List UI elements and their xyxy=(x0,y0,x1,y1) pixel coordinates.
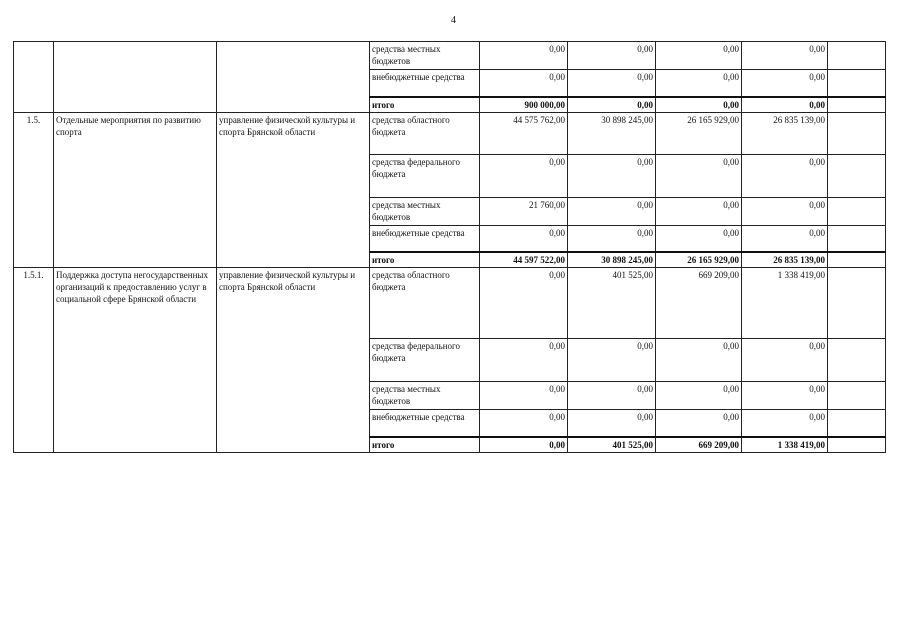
value-cell: 21 760,00 xyxy=(480,197,568,225)
funding-source-cell: внебюджетные средства xyxy=(370,70,480,97)
value-cell: 0,00 xyxy=(568,225,656,252)
empty-cell xyxy=(828,112,886,154)
funding-source-cell: средства областного бюджета xyxy=(370,112,480,154)
funding-source-cell: средства местных бюджетов xyxy=(370,42,480,70)
value-cell: 0,00 xyxy=(480,154,568,197)
empty-cell xyxy=(828,225,886,252)
value-cell: 0,00 xyxy=(656,382,742,410)
value-cell: 900 000,00 xyxy=(480,97,568,113)
value-cell: 0,00 xyxy=(742,382,828,410)
value-cell: 1 338 419,00 xyxy=(742,268,828,339)
value-cell: 401 525,00 xyxy=(568,437,656,453)
value-cell: 0,00 xyxy=(480,410,568,437)
value-cell: 0,00 xyxy=(742,339,828,382)
value-cell: 0,00 xyxy=(742,42,828,70)
code-cell: 1.5. xyxy=(14,112,54,268)
value-cell: 26 165 929,00 xyxy=(656,252,742,268)
value-cell: 44 575 762,00 xyxy=(480,112,568,154)
value-cell: 0,00 xyxy=(480,225,568,252)
executor-cell xyxy=(217,42,370,113)
value-cell: 26 835 139,00 xyxy=(742,112,828,154)
value-cell: 0,00 xyxy=(742,97,828,113)
code-cell xyxy=(14,42,54,113)
activity-name-cell: Отдельные мероприятия по развитию спорта xyxy=(54,112,217,268)
empty-cell xyxy=(828,437,886,453)
value-cell: 0,00 xyxy=(568,339,656,382)
value-cell: 0,00 xyxy=(656,97,742,113)
empty-cell xyxy=(828,410,886,437)
value-cell: 0,00 xyxy=(568,42,656,70)
table-row xyxy=(14,42,886,70)
table-row xyxy=(14,112,886,154)
empty-cell xyxy=(828,97,886,113)
value-cell: 26 835 139,00 xyxy=(742,252,828,268)
value-cell: 0,00 xyxy=(656,410,742,437)
value-cell: 0,00 xyxy=(656,42,742,70)
value-cell: 0,00 xyxy=(656,197,742,225)
funding-source-cell: внебюджетные средства xyxy=(370,410,480,437)
funding-source-cell: средства местных бюджетов xyxy=(370,382,480,410)
value-cell: 669 209,00 xyxy=(656,437,742,453)
executor-cell: управление физической культуры и спорта Брянской области xyxy=(217,112,370,268)
funding-source-cell: внебюджетные средства xyxy=(370,225,480,252)
funding-source-cell: средства местных бюджетов xyxy=(370,197,480,225)
empty-cell xyxy=(828,70,886,97)
funding-source-cell: средства федерального бюджета xyxy=(370,339,480,382)
empty-cell xyxy=(828,252,886,268)
empty-cell xyxy=(828,382,886,410)
budget-table xyxy=(13,41,886,453)
value-cell: 26 165 929,00 xyxy=(656,112,742,154)
table-row xyxy=(14,268,886,339)
value-cell: 401 525,00 xyxy=(568,268,656,339)
value-cell: 0,00 xyxy=(656,154,742,197)
value-cell: 1 338 419,00 xyxy=(742,437,828,453)
funding-source-cell: средства федерального бюджета xyxy=(370,154,480,197)
funding-source-cell: итого xyxy=(370,437,480,453)
funding-source-cell: итого xyxy=(370,97,480,113)
value-cell: 0,00 xyxy=(742,197,828,225)
funding-source-cell: средства областного бюджета xyxy=(370,268,480,339)
value-cell: 0,00 xyxy=(480,268,568,339)
value-cell: 0,00 xyxy=(742,154,828,197)
activity-name-cell: Поддержка доступа негосударственных организаций к предоставлению услуг в социальной сфере Брянской области xyxy=(54,268,217,453)
value-cell: 0,00 xyxy=(480,42,568,70)
executor-cell: управление физической культуры и спорта Брянской области xyxy=(217,268,370,453)
value-cell: 0,00 xyxy=(480,70,568,97)
value-cell: 669 209,00 xyxy=(656,268,742,339)
empty-cell xyxy=(828,42,886,70)
value-cell: 0,00 xyxy=(480,437,568,453)
empty-cell xyxy=(828,154,886,197)
value-cell: 0,00 xyxy=(568,154,656,197)
code-cell: 1.5.1. xyxy=(14,268,54,453)
value-cell: 0,00 xyxy=(568,97,656,113)
value-cell: 0,00 xyxy=(656,70,742,97)
value-cell: 0,00 xyxy=(568,197,656,225)
value-cell: 0,00 xyxy=(568,410,656,437)
value-cell: 30 898 245,00 xyxy=(568,112,656,154)
value-cell: 0,00 xyxy=(742,225,828,252)
value-cell: 0,00 xyxy=(742,410,828,437)
empty-cell xyxy=(828,268,886,339)
empty-cell xyxy=(828,339,886,382)
value-cell: 44 597 522,00 xyxy=(480,252,568,268)
value-cell: 0,00 xyxy=(568,70,656,97)
value-cell: 0,00 xyxy=(656,225,742,252)
page-number: 4 xyxy=(451,15,456,26)
value-cell: 0,00 xyxy=(742,70,828,97)
value-cell: 30 898 245,00 xyxy=(568,252,656,268)
value-cell: 0,00 xyxy=(656,339,742,382)
value-cell: 0,00 xyxy=(480,339,568,382)
value-cell: 0,00 xyxy=(568,382,656,410)
empty-cell xyxy=(828,197,886,225)
value-cell: 0,00 xyxy=(480,382,568,410)
funding-source-cell: итого xyxy=(370,252,480,268)
activity-name-cell xyxy=(54,42,217,113)
